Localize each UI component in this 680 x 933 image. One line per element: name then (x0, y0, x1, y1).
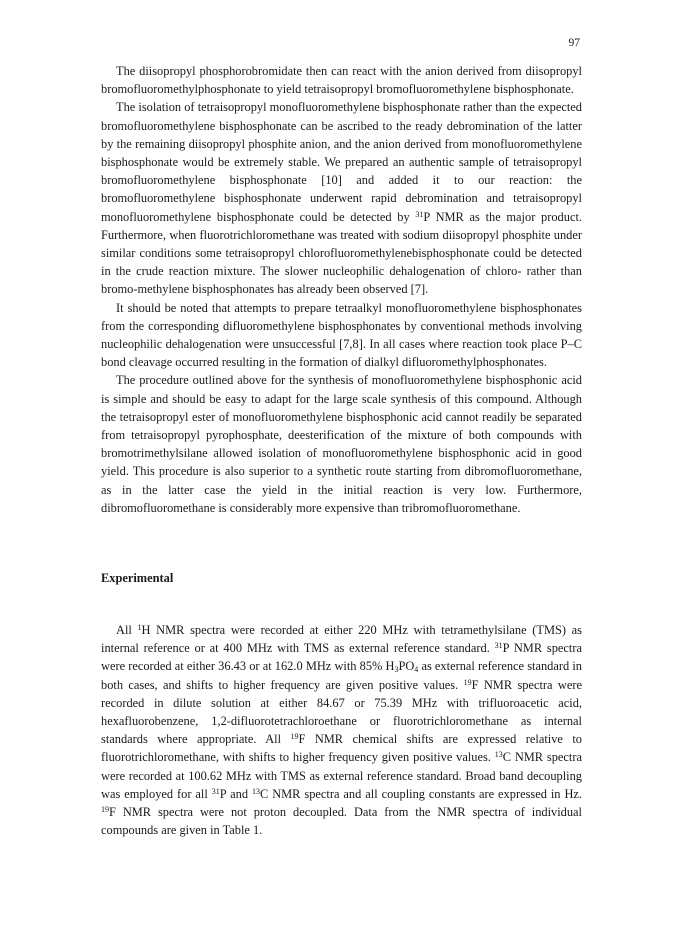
subscript: 4 (414, 665, 419, 675)
superscript: 31 (494, 641, 503, 651)
paragraph-isolation-explanation (101, 98, 582, 298)
superscript: 13 (494, 750, 503, 760)
paragraph-attempts-note (101, 299, 582, 372)
paragraph-debromination-anion (101, 62, 582, 98)
paragraph-procedure-summary (101, 371, 582, 517)
text-run: P NMR spectra were recorded at either 36.43 or at 162.0 MHz with 85% H (101, 641, 582, 674)
superscript: 31 (211, 786, 220, 796)
section-heading: Experimental (101, 571, 174, 585)
text-run: as external reference standard in both cases, and shifts to higher frequency are given positive values. (101, 659, 582, 692)
page-number: 97 (568, 37, 580, 49)
text-run: C NMR spectra and all coupling constants are expressed in Hz. (260, 786, 582, 801)
text-run: P NMR as the major product. Furthermore, when fluorotrichloromethane was treated with sodium diisopropyl phosphite under similar conditions some tetraisopropyl chlorofluoromethylenebisphosphonate could be detected in the crude reaction mixture. The slower nucleophilic dehalogenation of chloro- rather than bromo-methylene bisphosphonates has already been observed [7]. (101, 209, 582, 297)
superscript: 31 (415, 209, 424, 219)
superscript: 19 (101, 805, 109, 815)
superscript: 19 (290, 732, 299, 742)
superscript: 19 (463, 677, 472, 687)
subscript: 3 (394, 665, 399, 675)
text-run: PO (398, 659, 415, 674)
paragraph-nmr-methods (101, 621, 582, 839)
text-run: H NMR spectra were recorded at either 220 MHz with tetramethylsilane (TMS) as internal reference or at 400 MHz with TMS as external reference standard. (101, 623, 583, 656)
text-run: All (116, 623, 138, 637)
body-text (101, 62, 582, 517)
superscript: 1 (137, 623, 142, 632)
superscript: 13 (252, 786, 260, 796)
text-run: The isolation of tetraisopropyl monofluoromethylene bisphosphonate rather than the expected bromofluoromethylene bisphosphonate can be ascribed to the ready debromination of the latter by the remaining diisopropyl phosphite anion, and the anion derived from monofluoromethylene bisphosphonate would be extremely stable. We prepared an authentic sample of tetraisopropyl bromofluoromethylene bisphosphonate [10] and added it to our reaction: the bromofluoromethylene bisphosphonate underwent rapid debromination and tetraisopropyl monofluoromethylene bisphosphonate could be detected by (101, 100, 582, 224)
text-run: C NMR spectra were recorded at 100.62 MHz with TMS as external reference standard. Broad band decoupling was employed for all (101, 750, 582, 801)
text-run: It should be noted that attempts to prepare tetraalkyl monofluoromethylene bisphosphonates from the corresponding difluoromethylene bisphosphonates by conventional methods involving nucleophilic dehalogenation were unsuccessful [7,8]. In all cases where reaction took place P–C bond cleavage occurred resulting in the formation of dialkyl difluoromethylphosphonates. (101, 300, 582, 370)
text-run: P and (219, 786, 252, 801)
experimental-text (101, 621, 582, 839)
text-run: F NMR chemical shifts are expressed relative to fluorotrichloromethane, with shifts to higher frequency given positive values. (101, 732, 582, 765)
text-run: F NMR spectra were not proton decoupled. Data from the NMR spectra of individual compounds are given in Table 1. (101, 805, 582, 838)
text-run: The procedure outlined above for the synthesis of monofluoromethylene bisphosphonic acid is simple and should be easy to adapt for the large scale synthesis of this compound. Although the tetraisopropyl ester of monofluoromethylene bisphosphonic acid cannot readily be separated from tetraisopropyl pyrophosphate, deesterification of the mixture of both compounds with bromotrimethylsilane allowed isolation of monofluoromethylene bisphosphonic acid in good yield. This procedure is also superior to a synthetic route starting from dibromofluoromethane, as in the latter case the yield in the initial reaction is very low. Furthermore, dibromofluoromethane is considerably more expensive than tribromofluoromethane. (101, 373, 582, 515)
text-run: F NMR spectra were recorded in dilute solution at either 84.67 or 75.39 MHz with trifluoroacetic acid, hexafluorobenzene, 1,2-difluorotetrachloroethane or fluorotrichloromethane as internal standards where appropriate. All (101, 677, 582, 747)
text-run: The diisopropyl phosphorobromidate then can react with the anion derived from diisopropyl bromofluoromethylphosphonate to yield tetraisopropyl bromofluoromethylene bisphosphonate. (101, 64, 582, 97)
